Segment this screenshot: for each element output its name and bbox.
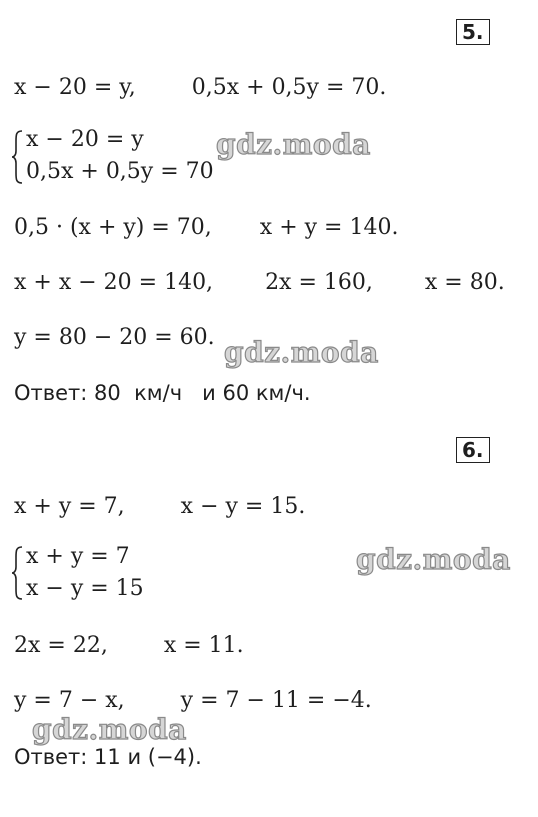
problem5-line3 [14, 215, 398, 241]
brace-icon [10, 129, 24, 185]
problem6-answer: Ответ: 11 и (−4). [14, 745, 202, 769]
problem6-line3-b: x = 11. [163, 633, 244, 658]
problem6-line1 [14, 494, 305, 520]
problem6-line4-a: y = 7 − x, [14, 688, 125, 713]
problem5-eq-a: x − 20 = y, [14, 75, 136, 100]
problem5-line4 [14, 270, 505, 296]
problem5-line4-a: x + x − 20 = 140, [14, 270, 214, 295]
problem5-eq-b: 0,5x + 0,5y = 70. [191, 75, 387, 100]
problem5-answer: Ответ: 80 км/ч и 60 км/ч. [14, 381, 311, 405]
watermark: gdz.moda [32, 713, 187, 746]
problem5-line5: y = 80 − 20 = 60. [14, 325, 215, 350]
problem5-line1 [14, 75, 386, 101]
problem5-line3-b: x + y = 140. [259, 215, 399, 240]
problem6-line3-a: 2x = 22, [14, 633, 108, 658]
problem5-system-row2: 0,5x + 0,5y = 70 [26, 159, 214, 184]
problem6-line3 [14, 633, 244, 659]
problem6-line4 [14, 688, 372, 714]
problem6-system-row2: x − y = 15 [26, 576, 144, 601]
brace-icon [10, 545, 24, 601]
problem6-eq-b: x − y = 15. [180, 494, 306, 519]
problem-number-6: 6. [456, 437, 490, 463]
problem6-system [10, 545, 210, 601]
problem6-eq-a: x + y = 7, [14, 494, 125, 519]
problem5-system-row1: x − 20 = y [26, 127, 144, 152]
problem-number-5: 5. [456, 19, 490, 45]
watermark: gdz.moda [216, 128, 371, 161]
watermark: gdz.moda [356, 543, 511, 576]
problem6-system-row1: x + y = 7 [26, 544, 130, 569]
watermark: gdz.moda [224, 336, 379, 369]
problem6-line4-b: y = 7 − 11 = −4. [180, 688, 372, 713]
problem5-line4-c: x = 80. [424, 270, 505, 295]
problem5-line3-a: 0,5 · (x + y) = 70, [14, 215, 212, 240]
problem5-line4-b: 2x = 160, [265, 270, 373, 295]
